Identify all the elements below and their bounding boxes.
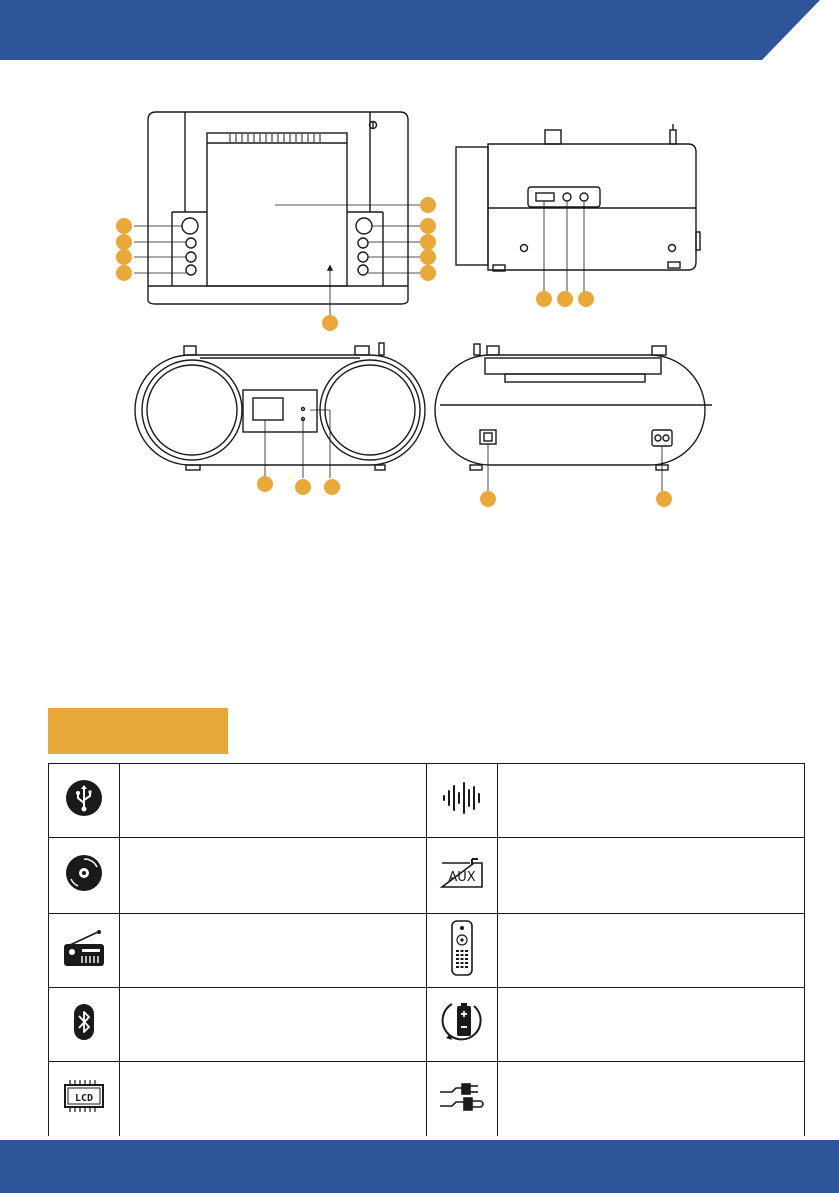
feature-text-sound bbox=[498, 764, 805, 838]
sound-wave-icon bbox=[440, 778, 484, 818]
cd-icon bbox=[64, 853, 104, 893]
usb-icon bbox=[64, 778, 104, 818]
feature-text-power bbox=[498, 1062, 805, 1136]
radio-icon bbox=[62, 928, 106, 968]
feature-text-battery bbox=[498, 988, 805, 1062]
battery-icon bbox=[440, 998, 484, 1046]
lcd-icon bbox=[62, 1078, 106, 1114]
feature-text-aux bbox=[498, 838, 805, 914]
bluetooth-icon bbox=[72, 1002, 96, 1042]
feature-text-bluetooth bbox=[120, 988, 427, 1062]
footer-bar bbox=[0, 1140, 839, 1193]
table-row bbox=[49, 764, 805, 838]
power-cable-icon bbox=[438, 1076, 486, 1116]
feature-text-radio bbox=[120, 914, 427, 988]
header-bar bbox=[0, 0, 839, 60]
top-view bbox=[134, 112, 420, 315]
feature-text-remote bbox=[498, 914, 805, 988]
section-tab bbox=[48, 708, 228, 754]
table-row bbox=[49, 914, 805, 988]
features-table bbox=[48, 763, 805, 1136]
feature-text-lcd bbox=[120, 1062, 427, 1136]
aux-icon bbox=[438, 853, 486, 893]
table-row bbox=[49, 838, 805, 914]
table-row bbox=[49, 1062, 805, 1136]
product-diagram bbox=[0, 90, 839, 520]
remote-control-icon bbox=[448, 920, 476, 976]
side-view bbox=[456, 124, 700, 296]
svg-text:LCD: LCD bbox=[74, 1093, 94, 1105]
front-view bbox=[135, 343, 425, 478]
table-row bbox=[49, 988, 805, 1062]
feature-text-cd bbox=[120, 838, 427, 914]
svg-text:AUX: AUX bbox=[448, 870, 476, 885]
feature-text-usb bbox=[120, 764, 427, 838]
back-view bbox=[435, 344, 712, 492]
